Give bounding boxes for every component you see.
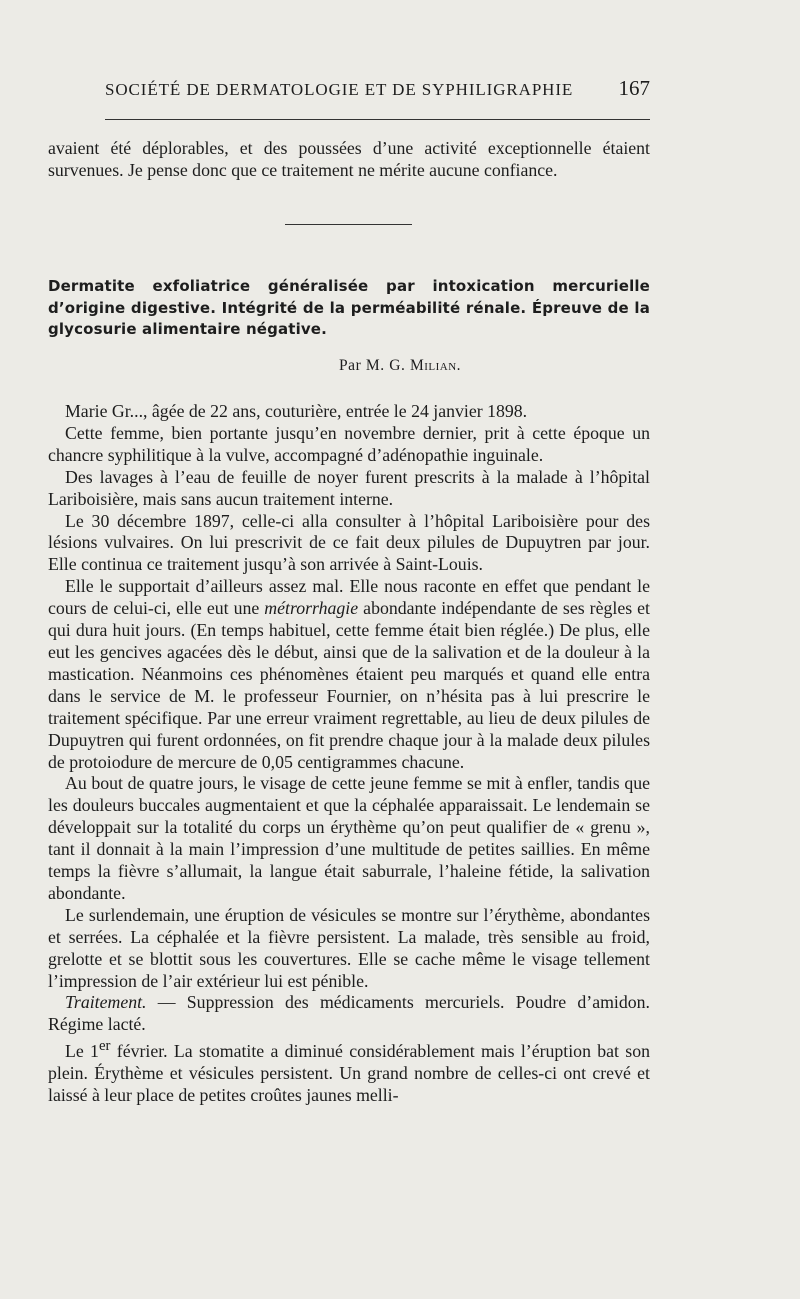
header-rule xyxy=(105,119,650,120)
paragraph: avaient été déplorables, et des poussées d’une activité exceptionnelle étaient survenues. Je pense donc que ce traitement ne mérite aucune confiance. xyxy=(48,138,650,180)
text-run: — Suppression des médicaments mercuriels. Poudre d’amidon. Régime lacté. xyxy=(48,992,650,1035)
byline-prefix: Par M. G. xyxy=(338,357,406,374)
italic-heading: Traitement. xyxy=(65,992,147,1013)
text-run: abondante indépendante de ses règles et qui dura huit jours. (En temps habituel, cette femme était bien réglée.) De plus, elle eut les gencives agacées dès le début, ainsi que de la salivation et de la douleur à la mastication. Néanmoins ces phénomènes étaient peu marqués et quand elle entra dans le service de M. le professeur Fournier, on n’hésita pas à lui prescrire le traitement spécifique. Par une erreur vraiment regrettable, au lieu de deux pilules de Dupuytren qui furent ordonnées, on fit prendre chaque jour à la malade deux pilules de protoiodure de mercure de 0,05 centigrammes chacune. xyxy=(48,598,650,772)
article-body xyxy=(48,401,650,1107)
paragraph-1: Marie Gr..., âgée de 22 ans, couturière, entrée le 24 janvier 1898. xyxy=(65,401,528,421)
superscript: er xyxy=(98,1038,111,1055)
page-number: 167 xyxy=(618,76,650,100)
paragraph-5 xyxy=(48,576,650,773)
paragraph-2: Cette femme, bien portante jusqu’en novembre dernier, prit à cette époque un chancre syphilitique à la vulve, accompagné d’adénopathie inguinale. xyxy=(48,422,650,465)
article-title: Dermatite exfoliatrice généralisée par intoxication mercurielle d’origine digestive. Intégrité de la perméabilité rénale. Épreuve de la glycosurie alimentaire négative. xyxy=(48,277,650,338)
paragraph-7: Le surlendemain, une éruption de vésicules se montre sur l’érythème, abondantes et serrées. La céphalée et la fièvre persistent. La malade, très sensible au froid, grelotte et se blottit sous les couvertures. Elle se cache même le visage tellement l’impression de l’air extérieur lui est pénible. xyxy=(48,904,650,991)
running-title: SOCIÉTÉ DE DERMATOLOGIE ET DE SYPHILIGRAPHIE xyxy=(105,80,574,99)
paragraph-4: Le 30 décembre 1897, celle-ci alla consulter à l’hôpital Lariboisière pour des lésions vulvaires. On lui prescrivit de ce fait deux pilules de Dupuytren par jour. Elle continua ce traitement jusqu’à son arrivée à Saint-Louis. xyxy=(48,510,650,575)
paragraph-9 xyxy=(48,1036,650,1107)
italic-term: métrorrhagie xyxy=(264,598,359,619)
text-run: Elle le supportait d’ailleurs assez mal. Elle nous raconte en effet que pendant le cours de celui-ci, elle eut une xyxy=(48,576,650,619)
paragraph-6: Au bout de quatre jours, le visage de cette jeune femme se mit à enfler, tandis que les douleurs buccales augmentaient et que la céphalée apparaissait. Le lendemain se développait sur la totalité du corps un érythème qu’on peut qualifier de « grenu », tant il donnait à la main l’impression d’une multitude de petites saillies. En même temps la fièvre s’allumait, la langue était saburrale, l’haleine fétide, la salivation abondante. xyxy=(48,773,650,903)
paragraph-8 xyxy=(48,992,650,1036)
previous-article-ending xyxy=(48,138,650,182)
text-run: février. La stomatite a diminué considérablement mais l’éruption bat son plein. Érythème et vésicules persistent. Un grand nombre de celles-ci ont crevé et laissé à leur place de petites croûtes jaunes melli- xyxy=(48,1041,650,1106)
paragraph-3: Des lavages à l’eau de feuille de noyer furent prescrits à la malade à l’hôpital Lariboisière, mais sans aucun traitement interne. xyxy=(48,466,650,509)
byline-author: Milian. xyxy=(409,357,462,374)
text-run: Le 1 xyxy=(65,1041,99,1062)
byline xyxy=(0,357,800,375)
section-divider xyxy=(285,224,412,225)
running-header xyxy=(105,76,650,100)
